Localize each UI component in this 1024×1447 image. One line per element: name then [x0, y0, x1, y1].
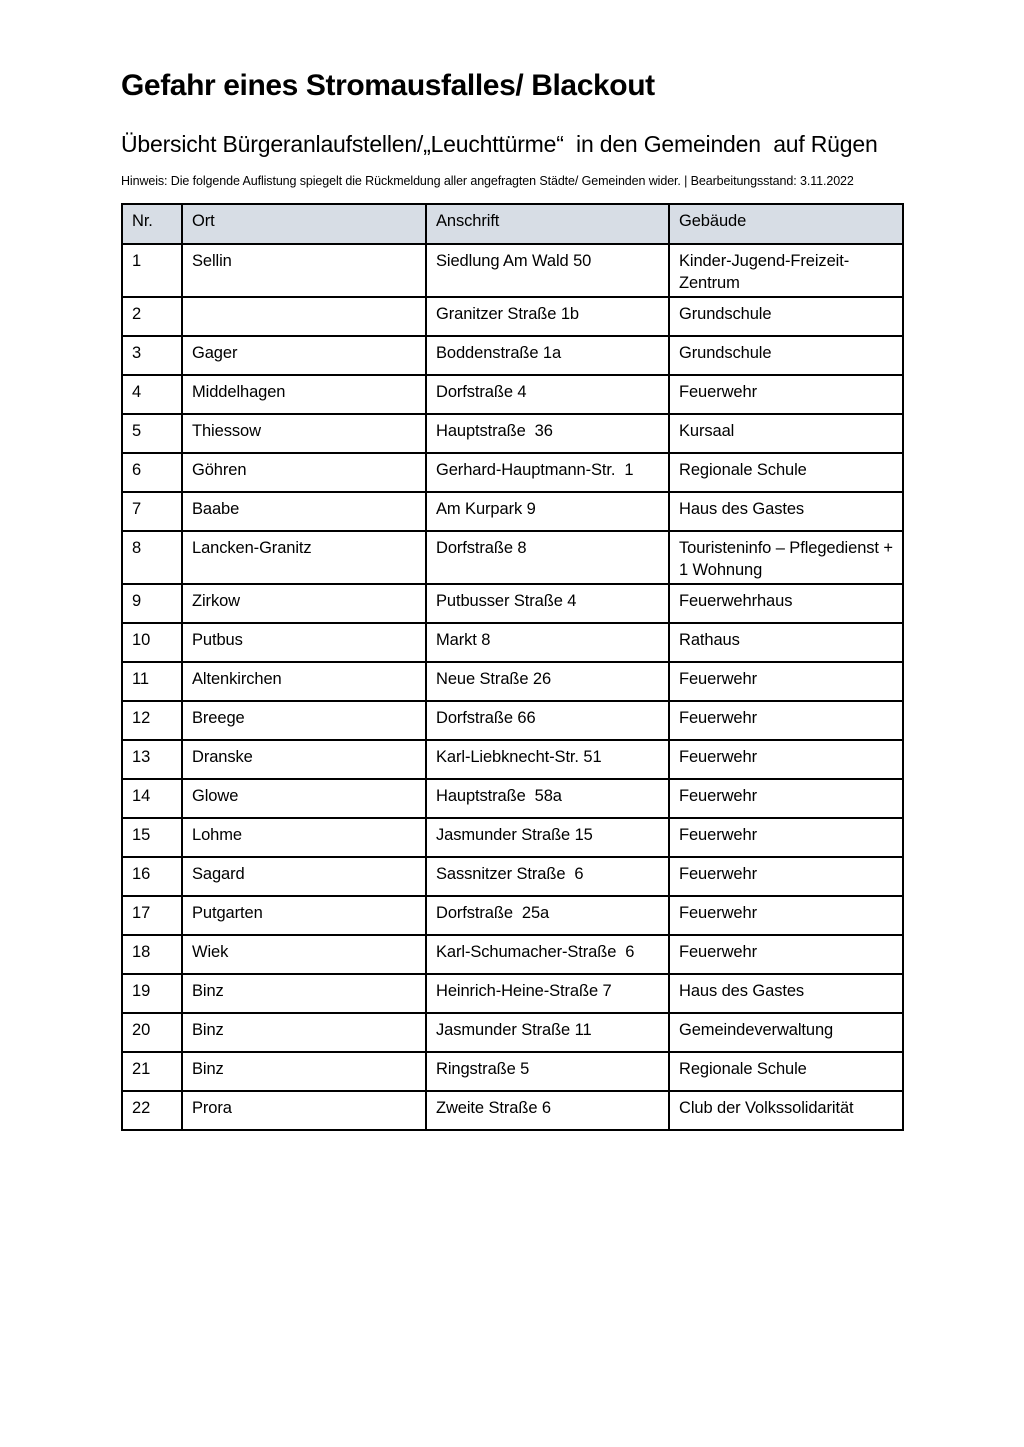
table-row	[122, 779, 903, 818]
cell-gebaeude: Feuerwehr	[669, 857, 903, 896]
cell-gebaeude: Rathaus	[669, 623, 903, 662]
cell-nr: 21	[122, 1052, 182, 1091]
table-row	[122, 623, 903, 662]
cell-gebaeude: Kinder-Jugend-Freizeit-Zentrum	[669, 244, 903, 297]
cell-anschrift: Zweite Straße 6	[426, 1091, 669, 1130]
cell-ort: Putgarten	[182, 896, 426, 935]
cell-ort: Breege	[182, 701, 426, 740]
table-row	[122, 701, 903, 740]
table-row	[122, 244, 903, 297]
table-row	[122, 531, 903, 584]
cell-ort: Zirkow	[182, 584, 426, 623]
cell-anschrift: Boddenstraße 1a	[426, 336, 669, 375]
cell-gebaeude: Feuerwehr	[669, 740, 903, 779]
cell-anschrift: Gerhard-Hauptmann-Str. 1	[426, 453, 669, 492]
cell-anschrift: Putbusser Straße 4	[426, 584, 669, 623]
cell-gebaeude: Club der Volkssolidarität	[669, 1091, 903, 1130]
cell-nr: 7	[122, 492, 182, 531]
cell-anschrift: Karl-Schumacher-Straße 6	[426, 935, 669, 974]
cell-anschrift: Sassnitzer Straße 6	[426, 857, 669, 896]
cell-ort: Altenkirchen	[182, 662, 426, 701]
table-row	[122, 492, 903, 531]
cell-anschrift: Jasmunder Straße 11	[426, 1013, 669, 1052]
cell-nr: 15	[122, 818, 182, 857]
cell-anschrift: Dorfstraße 4	[426, 375, 669, 414]
page-title: Gefahr eines Stromausfalles/ Blackout	[121, 69, 655, 102]
cell-anschrift: Am Kurpark 9	[426, 492, 669, 531]
cell-anschrift: Dorfstraße 66	[426, 701, 669, 740]
header-gebaeude: Gebäude	[669, 204, 903, 244]
cell-nr: 13	[122, 740, 182, 779]
cell-ort: Wiek	[182, 935, 426, 974]
cell-ort	[182, 297, 426, 336]
cell-anschrift: Dorfstraße 8	[426, 531, 669, 584]
cell-ort: Middelhagen	[182, 375, 426, 414]
table-row	[122, 818, 903, 857]
cell-ort: Prora	[182, 1091, 426, 1130]
page-subtitle: Übersicht Bürgeranlaufstellen/„Leuchttürme“ in den Gemeinden auf Rügen	[121, 131, 878, 157]
table-row	[122, 297, 903, 336]
cell-nr: 10	[122, 623, 182, 662]
table-header-row	[122, 204, 903, 244]
table-row	[122, 1013, 903, 1052]
table-row	[122, 1091, 903, 1130]
cell-nr: 14	[122, 779, 182, 818]
table-row	[122, 453, 903, 492]
cell-ort: Baabe	[182, 492, 426, 531]
cell-anschrift: Granitzer Straße 1b	[426, 297, 669, 336]
cell-nr: 5	[122, 414, 182, 453]
cell-nr: 8	[122, 531, 182, 584]
cell-anschrift: Ringstraße 5	[426, 1052, 669, 1091]
table-row	[122, 375, 903, 414]
cell-nr: 1	[122, 244, 182, 297]
cell-ort: Gager	[182, 336, 426, 375]
cell-gebaeude: Haus des Gastes	[669, 492, 903, 531]
cell-nr: 12	[122, 701, 182, 740]
cell-ort: Binz	[182, 1052, 426, 1091]
cell-nr: 19	[122, 974, 182, 1013]
cell-anschrift: Hauptstraße 58a	[426, 779, 669, 818]
contact-points-table	[121, 203, 904, 1131]
table-body	[122, 244, 903, 1130]
table-row	[122, 584, 903, 623]
cell-anschrift: Hauptstraße 36	[426, 414, 669, 453]
table-row	[122, 740, 903, 779]
table-row	[122, 857, 903, 896]
page-note: Hinweis: Die folgende Auflistung spiegelt die Rückmeldung aller angefragten Städte/ Gemeinden wider. | Bearbeitungsstand: 3.11.2022	[121, 173, 854, 188]
cell-nr: 20	[122, 1013, 182, 1052]
cell-ort: Lancken-Granitz	[182, 531, 426, 584]
cell-ort: Binz	[182, 974, 426, 1013]
cell-gebaeude: Regionale Schule	[669, 453, 903, 492]
cell-ort: Putbus	[182, 623, 426, 662]
cell-ort: Lohme	[182, 818, 426, 857]
cell-gebaeude: Gemeindeverwaltung	[669, 1013, 903, 1052]
cell-nr: 18	[122, 935, 182, 974]
cell-nr: 4	[122, 375, 182, 414]
cell-gebaeude: Haus des Gastes	[669, 974, 903, 1013]
header-nr: Nr.	[122, 204, 182, 244]
cell-ort: Dranske	[182, 740, 426, 779]
cell-anschrift: Heinrich-Heine-Straße 7	[426, 974, 669, 1013]
cell-anschrift: Dorfstraße 25a	[426, 896, 669, 935]
cell-gebaeude: Feuerwehr	[669, 375, 903, 414]
cell-nr: 22	[122, 1091, 182, 1130]
table-row	[122, 336, 903, 375]
cell-nr: 11	[122, 662, 182, 701]
cell-nr: 17	[122, 896, 182, 935]
header-anschrift: Anschrift	[426, 204, 669, 244]
cell-gebaeude: Feuerwehr	[669, 935, 903, 974]
cell-ort: Thiessow	[182, 414, 426, 453]
cell-anschrift: Jasmunder Straße 15	[426, 818, 669, 857]
cell-gebaeude: Feuerwehr	[669, 896, 903, 935]
table-row	[122, 1052, 903, 1091]
table-row	[122, 662, 903, 701]
cell-gebaeude: Feuerwehr	[669, 701, 903, 740]
cell-anschrift: Neue Straße 26	[426, 662, 669, 701]
cell-anschrift: Karl-Liebknecht-Str. 51	[426, 740, 669, 779]
cell-gebaeude: Grundschule	[669, 297, 903, 336]
table-row	[122, 935, 903, 974]
cell-gebaeude: Feuerwehrhaus	[669, 584, 903, 623]
cell-gebaeude: Regionale Schule	[669, 1052, 903, 1091]
cell-gebaeude: Kursaal	[669, 414, 903, 453]
cell-nr: 16	[122, 857, 182, 896]
header-ort: Ort	[182, 204, 426, 244]
cell-gebaeude: Feuerwehr	[669, 818, 903, 857]
cell-anschrift: Siedlung Am Wald 50	[426, 244, 669, 297]
cell-anschrift: Markt 8	[426, 623, 669, 662]
cell-ort: Glowe	[182, 779, 426, 818]
cell-gebaeude: Feuerwehr	[669, 662, 903, 701]
table-row	[122, 414, 903, 453]
cell-ort: Binz	[182, 1013, 426, 1052]
table-row	[122, 974, 903, 1013]
table-row	[122, 896, 903, 935]
cell-ort: Sellin	[182, 244, 426, 297]
cell-nr: 2	[122, 297, 182, 336]
cell-ort: Sagard	[182, 857, 426, 896]
cell-gebaeude: Feuerwehr	[669, 779, 903, 818]
cell-nr: 6	[122, 453, 182, 492]
cell-ort: Göhren	[182, 453, 426, 492]
cell-gebaeude: Touristeninfo – Pflegedienst + 1 Wohnung	[669, 531, 903, 584]
cell-gebaeude: Grundschule	[669, 336, 903, 375]
cell-nr: 3	[122, 336, 182, 375]
cell-nr: 9	[122, 584, 182, 623]
